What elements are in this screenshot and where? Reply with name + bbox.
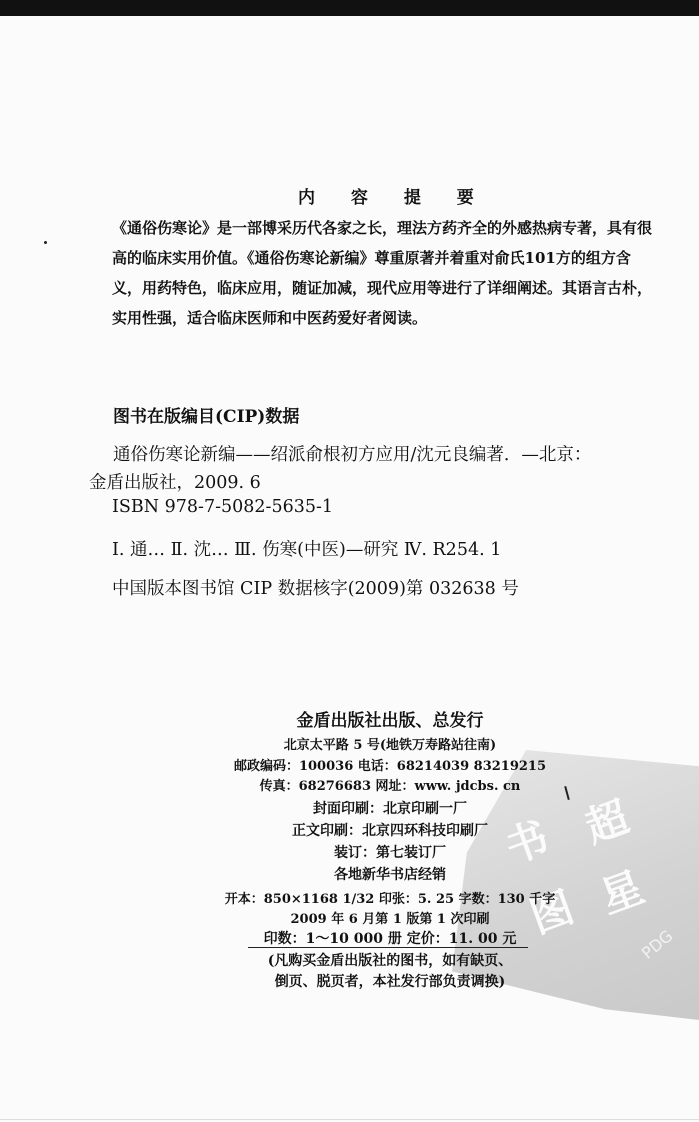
return-policy-line-1: (凡购买金盾出版社的图书，如有缺页、 (267, 953, 513, 969)
watermark-glyph: 星 (593, 862, 650, 923)
text-printer: 正文印刷：北京四环科技印刷厂 (292, 823, 488, 839)
scan-bottom-edge (0, 1119, 699, 1120)
cover-printer: 封面印刷：北京印刷一厂 (313, 801, 467, 817)
summary-paragraph (112, 213, 652, 333)
watermark-glyph: 图 (523, 882, 580, 943)
distributor: 各地新华书店经销 (334, 867, 446, 883)
cip-line-publisher: 金盾出版社，2009. 6 (89, 473, 261, 493)
watermark-glyph: 书 (498, 812, 555, 873)
scan-speck (44, 241, 47, 244)
watermark-glyph: 超 (578, 792, 635, 853)
summary-text: 《通俗伤寒论》是一部博采历代各家之长，理法方药齐全的外感热病专著，具有很高的临床实用价值。《通俗伤寒论新编》尊重原著并着重对俞氏101方的组方含义，用药特色，临床应用，随证加减，现代应用等进行了详细阐述。其语言古朴，实用性强，适合临床医师和中医药爱好者阅读。 (112, 219, 653, 327)
cip-line-title: 通俗伤寒论新编——绍派俞根初方应用/沈元良编著．—北京： (113, 445, 592, 465)
print-run-price: 印数：1～10 000 册 定价：11. 00 元 (263, 931, 517, 947)
cip-line-record-number: 中国版本图书馆 CIP 数据核字(2009)第 032638 号 (112, 579, 519, 599)
cip-title: 图书在版编目(CIP)数据 (113, 407, 300, 427)
publisher-fax-website: 传真：68276683 网址：www. jdcbs. cn (259, 779, 521, 794)
scan-top-border (0, 0, 699, 16)
edition-info: 2009 年 6 月第 1 版第 1 次印刷 (290, 912, 490, 927)
publisher-name: 金盾出版社出版、总发行 (296, 711, 484, 731)
publisher-postcode-phone: 邮政编码：100036 电话：68214039 83219215 (233, 759, 547, 774)
publisher-address: 北京太平路 5 号(地铁万寿路站往南) (283, 738, 497, 753)
binder: 装订：第七装订厂 (334, 845, 446, 861)
return-policy-line-2: 倒页、脱页者，本社发行部负责调换) (274, 974, 506, 990)
summary-heading: 内 容 提 要 (298, 188, 489, 208)
watermark-pdg-label: PDG (637, 926, 677, 963)
format-specs: 开本：850×1168 1/32 印张：5. 25 字数：130 千字 (224, 892, 556, 907)
cip-line-isbn: ISBN 978-7-5082-5635-1 (112, 497, 334, 517)
cip-line-subjects: Ⅰ. 通… Ⅱ. 沈… Ⅲ. 伤寒(中医)—研究 Ⅳ. R254. 1 (112, 540, 502, 560)
